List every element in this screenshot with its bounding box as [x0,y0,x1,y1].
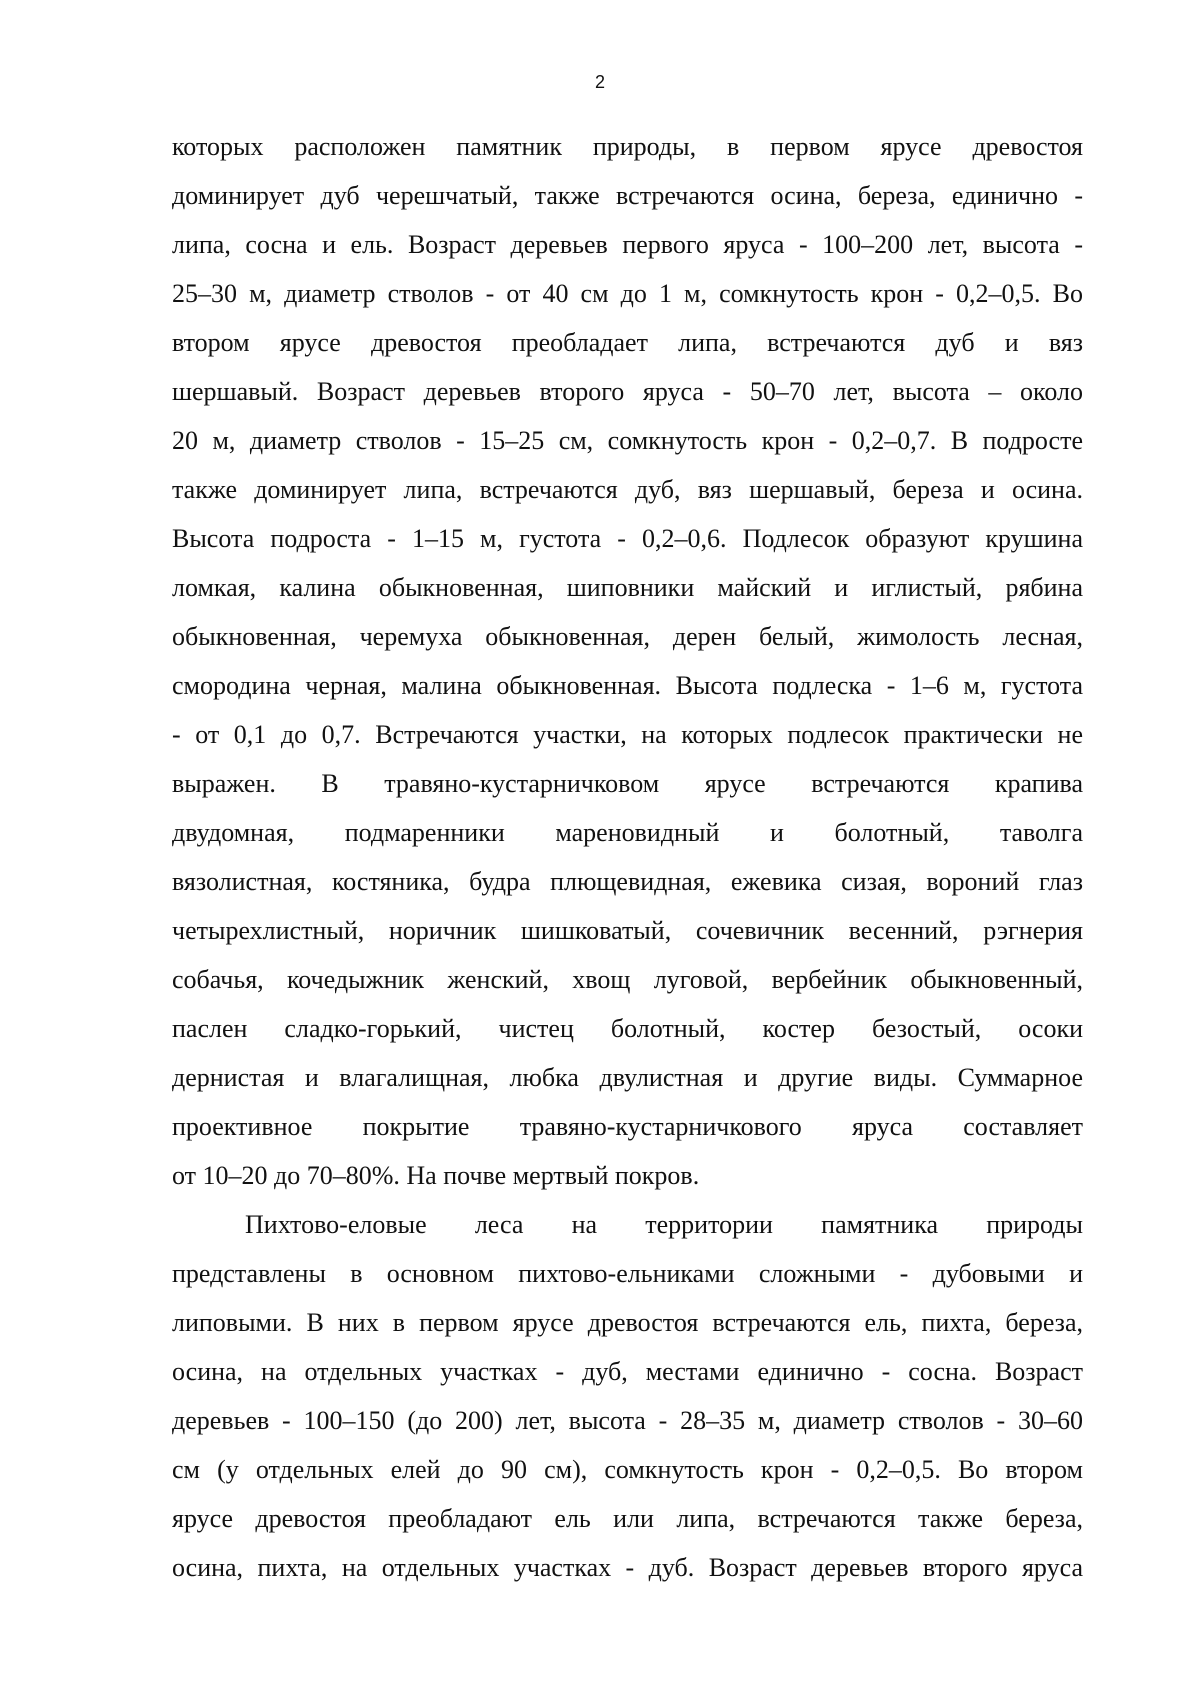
text-line: осина, пихта, на отдельных участках - дуб. Возраст деревьев второго яруса [172,1553,1083,1582]
paragraph-fir-spruce-forests [172,1200,1083,1592]
text-line: паслен сладко-горький, чистец болотный, костер безостый, осоки [172,1014,1083,1043]
text-line: см (у отдельных елей до 90 см), сомкнутость крон - 0,2–0,5. Во втором [172,1455,1083,1484]
text-line: деревьев - 100–150 (до 200) лет, высота - 28–35 м, диаметр стволов - 30–60 [172,1406,1083,1435]
text-line: двудомная, подмаренники мареновидный и болотный, таволга [172,818,1083,847]
text-line: представлены в основном пихтово-ельниками сложными - дубовыми и [172,1259,1083,1288]
text-line: доминирует дуб черешчатый, также встречаются осина, береза, единично - [172,181,1083,210]
text-line: осина, на отдельных участках - дуб, местами единично - сосна. Возраст [172,1357,1083,1386]
text-line: липовыми. В них в первом ярусе древостоя встречаются ель, пихта, береза, [172,1308,1083,1337]
text-line: ярусе древостоя преобладают ель или липа, встречаются также береза, [172,1504,1083,1533]
text-line: проективное покрытие травяно-кустарничкового яруса составляет [172,1112,1083,1141]
text-line: втором ярусе древостоя преобладает липа, встречаются дуб и вяз [172,328,1083,357]
text-line: Пихтово-еловые леса на территории памятника природы [245,1210,1083,1239]
text-line: липа, сосна и ель. Возраст деревьев первого яруса - 100–200 лет, высота - [172,230,1083,259]
text-line: выражен. В травяно-кустарничковом ярусе встречаются крапива [172,769,1083,798]
text-line: обыкновенная, черемуха обыкновенная, дерен белый, жимолость лесная, [172,622,1083,651]
text-line: также доминирует липа, встречаются дуб, вяз шершавый, береза и осина. [172,475,1083,504]
text-line: шершавый. Возраст деревьев второго яруса - 50–70 лет, высота – около [172,377,1083,406]
paragraph-tree-layers [172,122,1083,1200]
text-line: вязолистная, костяника, будра плющевидная, ежевика сизая, вороний глаз [172,867,1083,896]
document-body [172,122,1083,1592]
text-line: - от 0,1 до 0,7. Встречаются участки, на которых подлесок практически не [172,720,1083,749]
text-line: ломкая, калина обыкновенная, шиповники майский и иглистый, рябина [172,573,1083,602]
text-line: собачья, кочедыжник женский, хвощ луговой, вербейник обыкновенный, [172,965,1083,994]
text-line: дернистая и влагалищная, любка двулистная и другие виды. Суммарное [172,1063,1083,1092]
text-line: Высота подроста - 1–15 м, густота - 0,2–0,6. Подлесок образуют крушина [172,524,1083,553]
page-number: 2 [594,72,605,92]
text-line: которых расположен памятник природы, в первом ярусе древостоя [172,132,1083,161]
text-line: смородина черная, малина обыкновенная. Высота подлеска - 1–6 м, густота [172,671,1083,700]
text-line: 20 м, диаметр стволов - 15–25 см, сомкнутость крон - 0,2–0,7. В подросте [172,426,1083,455]
text-line: от 10–20 до 70–80%. На почве мертвый покров. [172,1161,700,1190]
text-line: четырехлистный, норичник шишковатый, сочевичник весенний, рэгнерия [172,916,1083,945]
text-line: 25–30 м, диаметр стволов - от 40 см до 1 м, сомкнутость крон - 0,2–0,5. Во [172,279,1083,308]
